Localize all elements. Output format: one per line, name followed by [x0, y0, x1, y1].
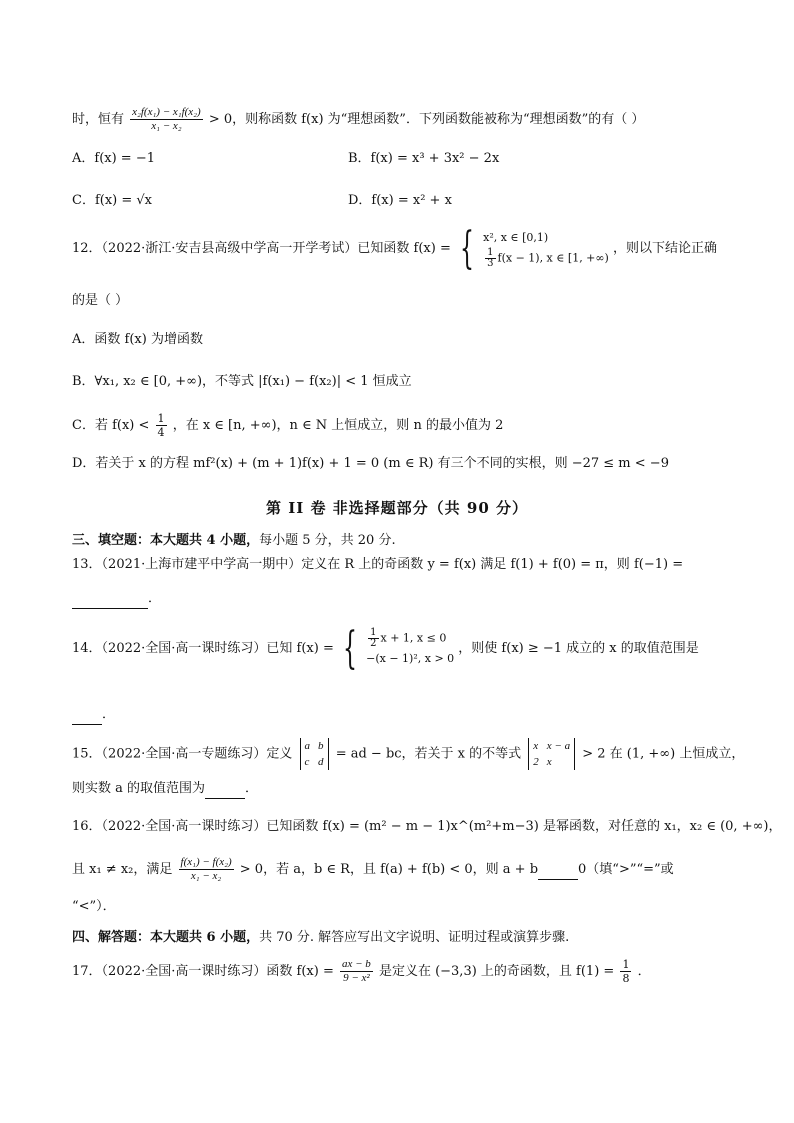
q13-stem: 13．（2021·上海市建平中学高一期中）定义在 R 上的奇函数 y = f(x) 满足 f(1) + f(0) = π，则 f(−1) =: [72, 557, 684, 572]
fraction-numerator: 1: [370, 627, 377, 638]
section4-title-rest: 共 70 分. 解答应写出文字说明、证明过程或演算步骤.: [259, 930, 570, 945]
q16-line-2: [72, 856, 674, 883]
det-cell: d: [318, 756, 324, 768]
q16-line-2-end: 0（填“>”“=”或: [578, 862, 674, 877]
q15-determinant-definition: [300, 738, 329, 770]
q17-middle: 是定义在 (−3,3) 上的奇函数，且 f(1) =: [378, 964, 615, 979]
q12-fraction-denominator: 3: [487, 258, 494, 269]
q15-end: ．: [245, 781, 259, 796]
q12-prefix: 12．（2022·浙江·安吉县高级中学高一开学考试）已知函数 f(x) =: [72, 241, 451, 256]
fraction-denominator: 2: [370, 638, 377, 649]
q14-end: ．: [102, 707, 116, 722]
q12-option-d: D．若关于 x 的方程 mf²(x) + (m + 1)f(x) + 1 = 0 (m ∈ R) 有三个不同的实根，则 −27 ≤ m < −9: [72, 456, 669, 471]
det-cell: x: [546, 756, 552, 768]
q14-answer-blank[interactable]: [72, 706, 102, 725]
left-brace-icon: {: [342, 622, 357, 674]
fraction-numerator: 1: [157, 412, 165, 425]
q14-prefix: 14．（2022·全国·高一课时练习）已知 f(x) =: [72, 641, 334, 656]
part2-title: 第 II 卷 非选择题部分（共 90 分）: [265, 499, 529, 517]
det-cell: x − a: [546, 740, 571, 752]
fraction-denominator: 9 − x²: [343, 972, 370, 984]
q13-end: ．: [148, 591, 162, 606]
q17-function-fraction: [340, 958, 373, 985]
section4-title-bold: 四、解答题：本大题共 6 小题，: [72, 930, 260, 945]
q14-case-2: −(x − 1)², x > 0: [366, 652, 455, 665]
q11-stem-line: [72, 106, 644, 133]
q11-condition-fraction: [130, 106, 203, 133]
q12-option-c-fraction: [156, 412, 167, 439]
det-cell: c: [304, 756, 310, 768]
q17-value-fraction: [620, 958, 631, 985]
q12-stem-line: [72, 222, 718, 274]
q14-case-1: [366, 628, 454, 649]
q11-fraction-numerator: x₂f(x₁) − x₁f(x₂): [132, 106, 201, 118]
q12-case-1: x², x ∈ [0,1): [483, 231, 549, 244]
q16-line-2-prefix: 且 x₁ ≠ x₂，满足: [72, 862, 173, 877]
q14-case-1-fraction: [368, 628, 378, 649]
q11-option-a: A．f(x) = −1: [72, 151, 155, 166]
q14-answer-line: [72, 706, 115, 725]
section4-title: [72, 929, 569, 947]
q12-option-c-prefix: C．若 f(x) <: [72, 418, 150, 433]
q12-case-2-fraction: [485, 248, 495, 269]
q16-fraction: [179, 856, 234, 883]
q15-determinant-inequality: [528, 738, 575, 770]
fraction-denominator: x₁ − x₂: [190, 870, 222, 882]
q13-answer-blank[interactable]: [72, 590, 148, 609]
q12-option-b: B．∀x₁, x₂ ∈ [0, +∞)，不等式 |f(x₁) − f(x₂)| < 1 恒成立: [72, 374, 412, 389]
fraction-numerator: f(x₁) − f(x₂): [180, 856, 232, 868]
left-brace-icon: {: [459, 222, 474, 274]
q14-case-1-expr: x + 1, x ≤ 0: [380, 631, 447, 645]
det-cell: 2: [533, 756, 539, 768]
q12-option-c-suffix: ，在 x ∈ [n, +∞)，n ∈ N 上恒成立，则 n 的最小值为 2: [172, 418, 504, 433]
q11-suffix: > 0，则称函数 f(x) 为“理想函数”．下列函数能被称为“理想函数”的有（ ）: [208, 112, 645, 127]
fraction-denominator: 4: [157, 426, 165, 439]
q11-option-c: C．f(x) = √x: [72, 193, 153, 208]
q12-fraction-numerator: 1: [487, 247, 494, 258]
q11-prefix: 时，恒有: [72, 112, 125, 127]
q11-option-b: B．f(x) = x³ + 3x² − 2x: [348, 151, 500, 166]
q15-line-2: [72, 780, 258, 799]
q17-end: ．: [637, 964, 651, 979]
q12-case-2: [483, 248, 609, 269]
q13-answer-line: [72, 590, 161, 609]
q14-piecewise: [366, 628, 454, 669]
q16-line-2-middle: > 0，若 a，b ∈ R，且 f(a) + f(b) < 0，则 a + b: [239, 862, 539, 877]
det-cell: b: [318, 740, 324, 752]
section3-title: [72, 532, 396, 550]
q14-stem-line: [72, 622, 699, 674]
q15-line-2-text: 则实数 a 的取值范围为: [72, 781, 206, 796]
q15-middle: = ad − bc，若关于 x 的不等式: [335, 746, 522, 762]
q12-suffix: ，则以下结论正确: [613, 241, 718, 256]
q15-suffix: > 2 在 (1, +∞) 上恒成立，: [582, 746, 745, 762]
q15-prefix: 15．（2022·全国·高一专题练习）定义: [72, 746, 293, 762]
q16-answer-blank[interactable]: [538, 861, 578, 880]
q12-option-a: A．函数 f(x) 为增函数: [72, 332, 203, 347]
fraction-denominator: 8: [622, 972, 630, 985]
q12-case-2-expr: f(x − 1), x ∈ [1, +∞): [497, 251, 609, 265]
q16-line-1: 16．（2022·全国·高一课时练习）已知函数 f(x) = (m² − m − 1)x^(m²+m−3) 是幂函数，对任意的 x₁，x₂ ∈ (0, +∞)，: [72, 819, 782, 834]
section3-title-bold: 三、填空题：本大题共 4 小题，: [72, 533, 260, 548]
q17-stem: [72, 958, 651, 985]
q15-stem-line: [72, 738, 744, 770]
q12-piecewise: [483, 228, 609, 269]
q12-option-c: [72, 412, 503, 439]
fraction-numerator: ax − b: [341, 958, 371, 970]
q12-stem-line-2: 的是（ ）: [72, 293, 129, 308]
fraction-numerator: 1: [622, 958, 630, 971]
det-cell: x: [533, 740, 539, 752]
det-cell: a: [304, 740, 311, 752]
q14-suffix: ，则使 f(x) ≥ −1 成立的 x 的取值范围是: [458, 641, 699, 656]
q15-answer-blank[interactable]: [205, 780, 245, 799]
q11-fraction-denominator: x₁ − x₂: [151, 120, 182, 132]
q11-option-d: D．f(x) = x² + x: [348, 193, 452, 208]
q17-prefix: 17．（2022·全国·高一课时练习）函数 f(x) =: [72, 964, 334, 979]
q16-line-3: “<”）．: [72, 899, 116, 914]
section3-title-rest: 每小题 5 分，共 20 分.: [259, 533, 396, 548]
